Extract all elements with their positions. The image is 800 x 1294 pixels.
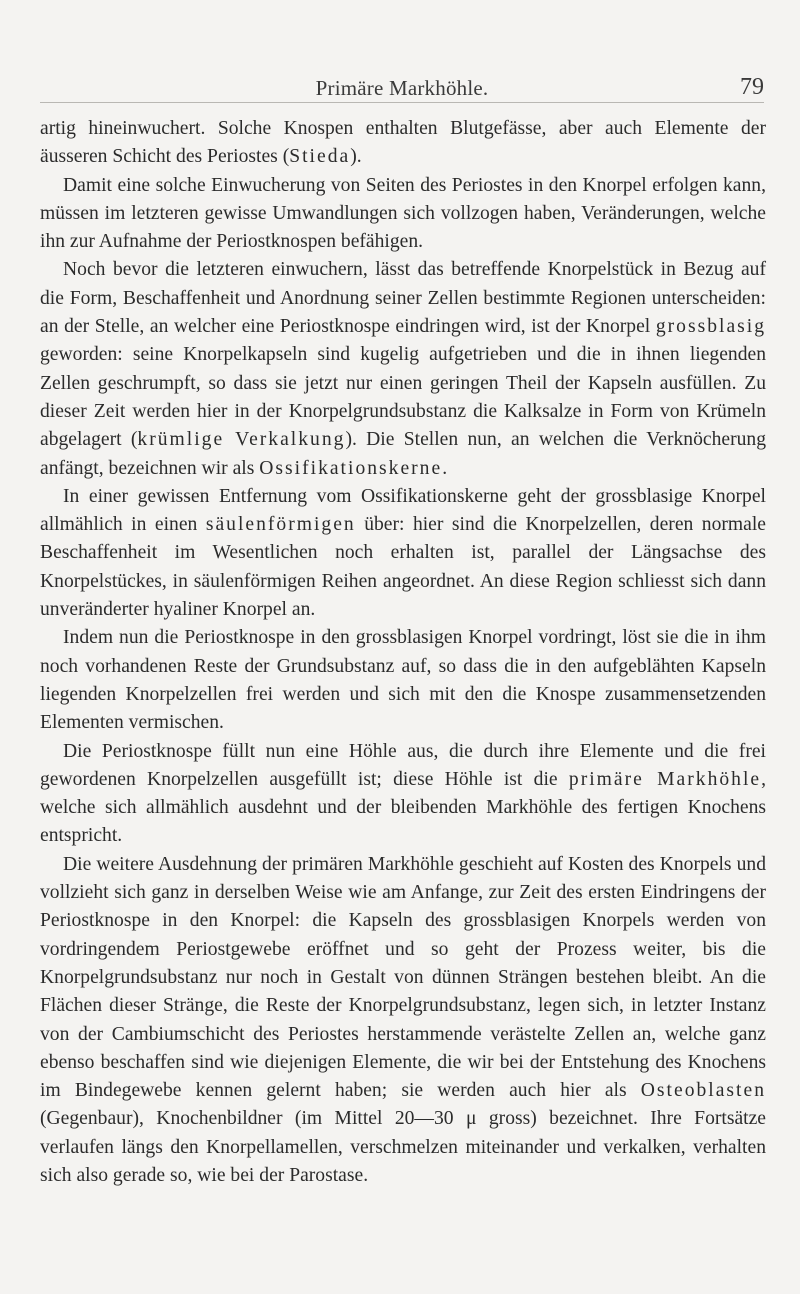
text-segment: ). Die Stellen nun, an welchen die Verknöcherung anfängt, bezeichnen wir als [40,429,767,479]
text-segment: . [442,457,448,479]
body-text [40,115,766,1190]
spaced-emphasis: Osteoblasten [640,1080,766,1102]
text-segment: Die Periostknospe füllt nun eine Höhle aus, die durch ihre Elemente und die frei gewordenen Knorpelzellen ausgefüllt ist; diese Höhle ist die [40,740,766,790]
spaced-emphasis: primäre Markhöhle [568,768,762,790]
text-segment: über: hier sind die Knorpelzellen, deren normale Beschaffenheit im Wesentlichen noch erhalten ist, parallel der Längsachse des Knorpelstückes, in säulenförmigen Reihen angeordnet. An diese Region schliesst sich dann unveränderter hyaliner Knorpel an. [40,514,766,621]
text-segment: Die weitere Ausdehnung der primären Markhöhle geschieht auf Kosten des Knorpels und vollzieht sich ganz in derselben Weise wie am Anfange, zur Zeit des ersten Eindringens der Periostknospe in den Knorpel: die Kapseln des grossblasigen Knorpels werden von vordringendem Periostgewebe eröffnet und so geht der Prozess weiter, bis die Knorpelgrundsubstanz nur noch in Gestalt von dünnen Strängen bestehen bleibt. An die Flächen dieser Stränge, die Reste der Knorpelgrundsubstanz, legen sich, in letzter Instanz von der Cambiumschicht des Periostes herstammende verästelte Zellen an, welche ganz ebenso beschaffen sind wie diejenigen Elemente, die wir bei der Entstehung des Knochens im Bindegewebe kennen gelernt haben; sie werden auch hier als [40,853,766,1102]
spaced-emphasis: krümlige Verkalkung [137,429,346,451]
header-rule [40,102,764,103]
text-segment: (Gegenbaur), Knochenbildner (im Mittel 20—30 μ gross) bezeichnet. Ihre Fortsätze verlaufen längs den Knorpellamellen, verschmelzen miteinander und verkalken, verhalten sich also gerade so, wie bei der Parostase. [40,1108,766,1186]
spaced-emphasis: Ossifikationskerne [259,457,443,479]
spaced-emphasis: Stieda [289,146,351,168]
text-segment: Indem nun die Periostknospe in den grossblasigen Knorpel vordringt, löst sie die in ihm noch vorhandenen Reste der Grundsubstanz auf, so dass die in den aufgeblähten Kapseln liegenden Knorpelzellen frei werden und sich mit den die Knospe zusammensetzenden Elementen vermischen. [40,627,766,734]
paragraph [40,738,766,851]
spaced-emphasis: säulenförmigen [205,514,356,536]
paragraph [40,624,766,737]
text-segment: In einer gewissen Entfernung vom Ossifikationskerne geht der grossblasige Knorpel allmählich in einen [40,485,766,536]
text-segment: Noch bevor die letzteren einwuchern, lässt das betreffende Knorpelstück in Bezug auf die Form, Beschaffenheit und Anordnung seiner Zellen bestimmte Regionen unterscheiden: an der Stelle, an welcher eine Periostknospe eindringen wird, ist der Knorpel [40,259,766,338]
text-segment: geworden: seine Knorpelkapseln sind kugelig aufgetrieben und die in ihnen liegenden Zellen geschrumpft, so dass sie jetzt nur einen geringen Theil der Kapseln ausfüllen. Zu dieser Zeit werden hier in der Knorpelgrundsubstanz die Kalksalze in Form von Krümeln abgelagert ( [40,344,766,451]
paragraph [40,115,766,172]
paragraph [40,256,766,482]
page-number: 79 [740,74,764,100]
paragraph [40,483,766,624]
spaced-emphasis: grossblasig [655,316,766,338]
paragraph [40,172,766,257]
text-segment: ). [350,146,362,168]
page-header [40,76,764,104]
running-title: Primäre Markhöhle. [315,76,489,100]
text-segment: artig hineinwuchert. Solche Knospen enthalten Blutgefässe, aber auch Elemente der äusseren Schicht des Periostes ( [40,118,766,168]
paragraph [40,851,766,1191]
text-segment: , welche sich allmählich ausdehnt und der bleibenden Markhöhle des fertigen Knochens entspricht. [40,768,767,847]
text-segment: Damit eine solche Einwucherung von Seiten des Periostes in den Knorpel erfolgen kann, müssen im letzteren gewisse Umwandlungen sich vollzogen haben, Veränderungen, welche ihn zur Aufnahme der Periostknospen befähigen. [40,174,766,253]
